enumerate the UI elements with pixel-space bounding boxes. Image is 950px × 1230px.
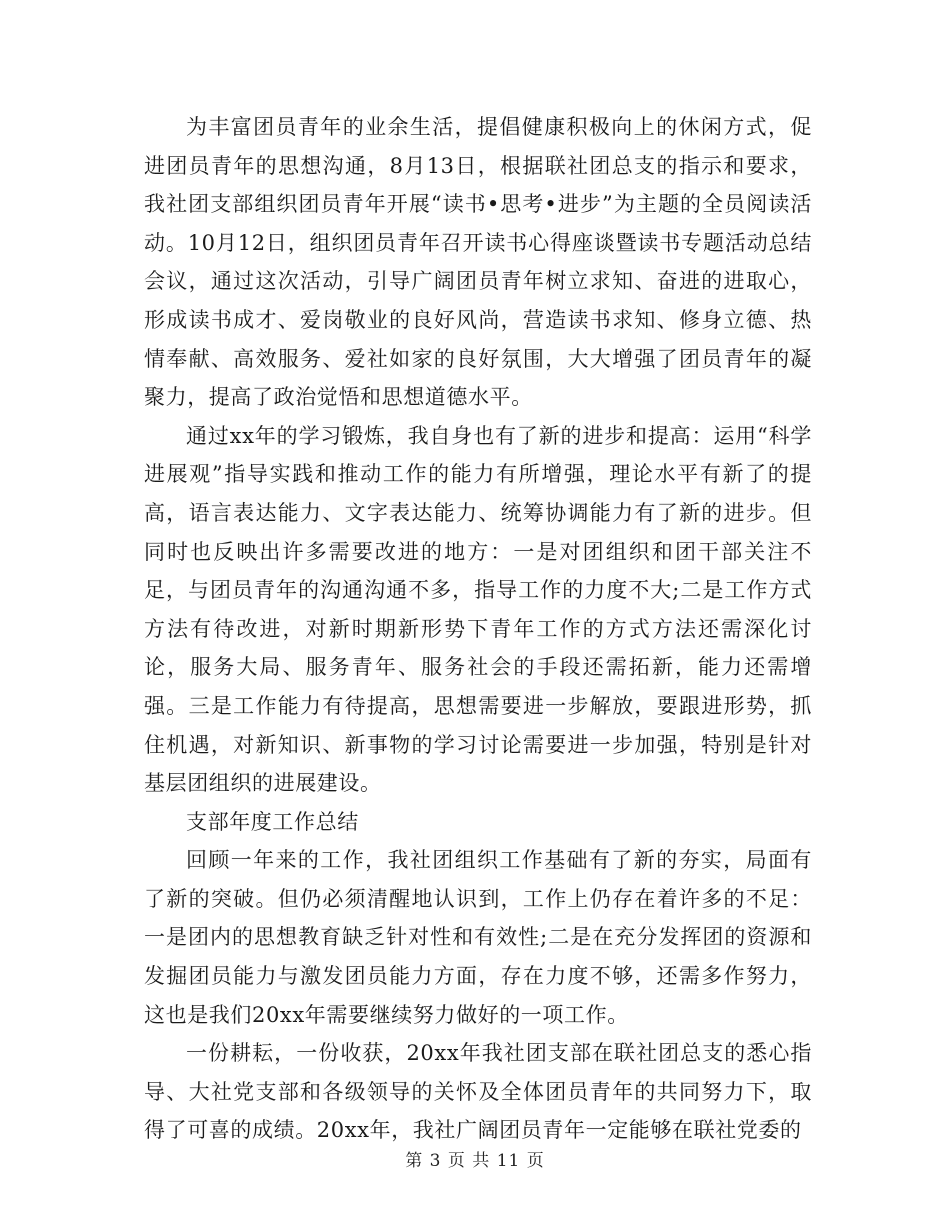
page-footer (0, 1146, 950, 1171)
paragraph-harvest: 一份耕耘，一份收获，20xx年我社团支部在联社团总支的悉心指导、大社党支部和各级领导的关怀及全体团员青年的共同努力下，取得了可喜的成绩。20xx年，我社广阔团员青年一定能够在联社党委的 (144, 1041, 812, 1143)
page-number: 第 3 页 共 11 页 (405, 1151, 545, 1171)
paragraph-self-review: 通过xx年的学习锻炼，我自身也有了新的进步和提高：运用“科学进展观”指导实践和推动工作的能力有所增强，理论水平有新了的提高，语言表达能力、文字表达能力、统筹协调能力有了新的进步。但同时也反映出许多需要改进的地方：一是对团组织和团干部关注不足，与团员青年的沟通沟通不多，指导工作的力度不大;二是工作方式方法有待改进，对新时期新形势下青年工作的方式方法还需深化讨论，服务大局、服务青年、服务社会的手段还需拓新，能力还需增强。三是工作能力有待提高，思想需要进一步解放，要跟进形势，抓住机遇，对新知识、新事物的学习讨论需要进一步加强，特别是针对基层团组织的进展建设。 (144, 423, 812, 796)
document-body (144, 108, 812, 1150)
section-title: 支部年度工作总结 (186, 809, 359, 834)
paragraph-reading-activity: 为丰富团员青年的业余生活，提倡健康积极向上的休闲方式，促进团员青年的思想沟通，8月13日，根据联社团总支的指示和要求，我社团支部组织团员青年开展“读书•思考•进步”为主题的全员阅读活动。10月12日，组织团员青年召开读书心得座谈暨读书专题活动总结会议，通过这次活动，引导广阔团员青年树立求知、奋进的进取心，形成读书成才、爱岗敬业的良好风尚，营造读书求知、修身立德、热情奉献、高效服务、爱社如家的良好氛围，大大增强了团员青年的凝聚力，提高了政治觉悟和思想道德水平。 (144, 115, 812, 410)
paragraph-review: 回顾一年来的工作，我社团组织工作基础有了新的夯实，局面有了新的突破。但仍必须清醒地认识到，工作上仍存在着许多的不足：一是团内的思想教育缺乏针对性和有效性;二是在充分发挥团的资源和发掘团员能力与激发团员能力方面，存在力度不够，还需多作努力，这也是我们20xx年需要继续努力做好的一项工作。 (144, 848, 812, 1027)
